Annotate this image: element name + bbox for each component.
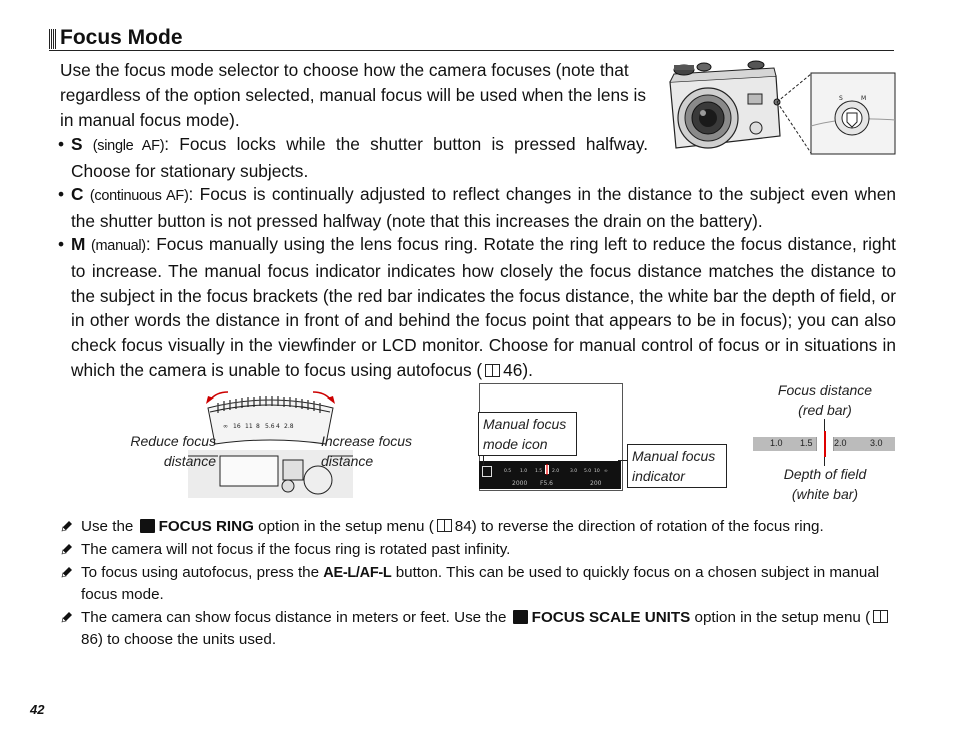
aperture-scale-mark: ∞ — [223, 423, 228, 430]
lcd-aperture: F5.6 — [540, 480, 553, 487]
mode-name: (manual) — [91, 238, 146, 254]
page-ref-icon — [873, 610, 888, 623]
page-ref-icon — [485, 364, 500, 377]
reduce-focus-label: Reduce focus distance — [130, 433, 216, 469]
mode-key: S — [71, 134, 83, 154]
bullet-single-af: • S (single AF): Focus locks while the shutter button is pressed halfway. Choose for stationary subjects. — [58, 134, 648, 181]
mode-key: M — [71, 234, 86, 254]
menu-option-name: FOCUS RING — [158, 518, 254, 535]
page-title: Focus Mode — [60, 26, 183, 49]
callout-leader — [824, 419, 825, 431]
lcd-scale-mark: 5.0 — [584, 469, 592, 474]
note-pencil-icon — [60, 543, 73, 556]
note-text: To focus using autofocus, press the — [81, 564, 324, 581]
lcd-scale-mark: 1.0 — [520, 469, 528, 474]
depth-of-field-label: Depth of field (white bar) — [783, 466, 867, 502]
aperture-scale-mark: 16 — [233, 423, 241, 430]
intro-paragraph: Use the focus mode selector to choose how the camera focuses (note that regardless of the option selected, manual focus will be used when the lens is in manual focus mode). — [60, 60, 646, 130]
note-text: The camera can show focus distance in meters or feet. Use the — [81, 609, 511, 626]
camera-illustration — [656, 56, 896, 160]
svg-text:M: M — [861, 95, 867, 102]
note-text: ) to choose the units used. — [97, 631, 277, 648]
bullet-manual: • M (manual): Focus manually using the lens focus ring. Rotate the ring left to reduce the focus distance, right to increase. The manual focus indicator indicates how closely the focus distance matches the distance to the subject in the focus brackets (the red bar indicates the focus distance, the white bar the depth of field, or in other words the distance in front of and behind the focus point that appears to be in focus); you can also check focus visually in the viewfinder or LCD monitor. Choose for manual control of focus or in situations in which the camera is unable to focus using autofocus ( 46). — [58, 234, 896, 380]
aperture-scale-mark: 8 — [256, 423, 260, 430]
lcd-scale-mark: 3.0 — [570, 469, 578, 474]
lcd-shutter-speed: 2000 — [512, 480, 528, 487]
mode-description-end: ). — [522, 359, 533, 380]
lcd-scale-mark: 2.0 — [552, 469, 560, 474]
manual-focus-indicator-label: Manual focus indicator — [627, 444, 727, 488]
focus-distance-label: Focus distance (red bar) — [777, 382, 873, 418]
page-ref[interactable]: 46 — [503, 359, 523, 380]
page-ref-icon — [437, 519, 452, 532]
note-text: button. This can be used to quickly focus on a chosen subject in manual focus mode. — [81, 564, 880, 603]
note-focus-ring — [81, 516, 896, 538]
lcd-scale-mark: ∞ — [604, 469, 608, 474]
heading-marker — [49, 29, 57, 49]
manual-focus-mode-icon-label: Manual focus mode icon — [478, 412, 577, 456]
focus-distance-red-bar — [824, 431, 826, 457]
note-text: Use the — [81, 518, 138, 535]
note-pencil-icon — [60, 520, 73, 533]
scale-tick: 2.0 — [834, 438, 847, 448]
scale-tick: 3.0 — [870, 438, 883, 448]
mode-description: : Focus is continually adjusted to reflect changes in the distance to the subject even when the shutter button is not pressed halfway (note that this increases the drain on the battery). — [71, 184, 896, 231]
lcd-scale-mark: 0.5 — [504, 469, 512, 474]
note-text: The camera will not focus if the focus ring is rotated past infinity. — [81, 541, 511, 558]
lcd-scale-mark: 10 — [594, 469, 600, 474]
scale-tick: 1.0 — [770, 438, 783, 448]
note-text: ) to reverse the direction of rotation of the focus ring. — [471, 518, 824, 535]
page-number: 42 — [30, 702, 45, 717]
scale-tick: 1.5 — [800, 438, 813, 448]
note-pencil-icon — [60, 566, 73, 579]
note-focus-scale-units — [81, 607, 896, 651]
mode-description: : Focus locks while the shutter button is pressed halfway. Choose for stationary subjects. — [71, 134, 648, 181]
button-name: AE-L/AF-L — [323, 565, 392, 581]
mode-description: : Focus manually using the lens focus ring. Rotate the ring left to reduce the focus distance, right to increase. The manual focus indicator indicates how closely the focus distance matches the distance to the subject in the focus brackets (the red bar indicates the focus distance, the white bar the depth of field, or in other words the distance in front of and behind the focus point that appears to be in focus); you can also check focus visually in the viewfinder or LCD monitor. Choose for manual control of focus or in situations in which the camera is unable to focus using autofocus ( — [71, 234, 896, 380]
menu-option-name: FOCUS SCALE UNITS — [531, 609, 691, 626]
mode-name: (continuous AF) — [89, 188, 189, 204]
lcd-focus-scale — [492, 463, 619, 489]
note-text: option in the setup menu ( — [690, 609, 871, 626]
mode-key: C — [71, 184, 84, 204]
lcd-iso: 200 — [590, 480, 602, 487]
mode-name: (single AF) — [92, 138, 165, 154]
setup-menu-icon — [140, 519, 155, 533]
aperture-scale-mark: 4 — [276, 423, 280, 430]
lcd-scale-mark: 1.5 — [535, 469, 543, 474]
svg-text:S: S — [839, 95, 843, 102]
increase-focus-label: Increase focus distance — [321, 433, 413, 469]
note-pencil-icon — [60, 611, 73, 624]
manual-focus-mode-icon — [482, 466, 492, 477]
note-infinity — [81, 539, 896, 561]
page-ref[interactable]: 84 — [454, 518, 472, 535]
note-ael-afl — [81, 562, 896, 606]
aperture-scale-mark: 2.8 — [284, 423, 294, 430]
page-ref[interactable]: 86 — [81, 631, 98, 648]
note-text: option in the setup menu ( — [253, 518, 434, 535]
aperture-scale-mark: 11 — [245, 423, 253, 430]
bullet-continuous-af: • C (continuous AF): Focus is continually adjusted to reflect changes in the distance to the subject even when the shutter button is not pressed halfway (note that this increases the drain on the battery). — [58, 184, 896, 231]
aperture-scale-mark: 5.6 — [265, 423, 275, 430]
setup-menu-icon — [513, 610, 528, 624]
